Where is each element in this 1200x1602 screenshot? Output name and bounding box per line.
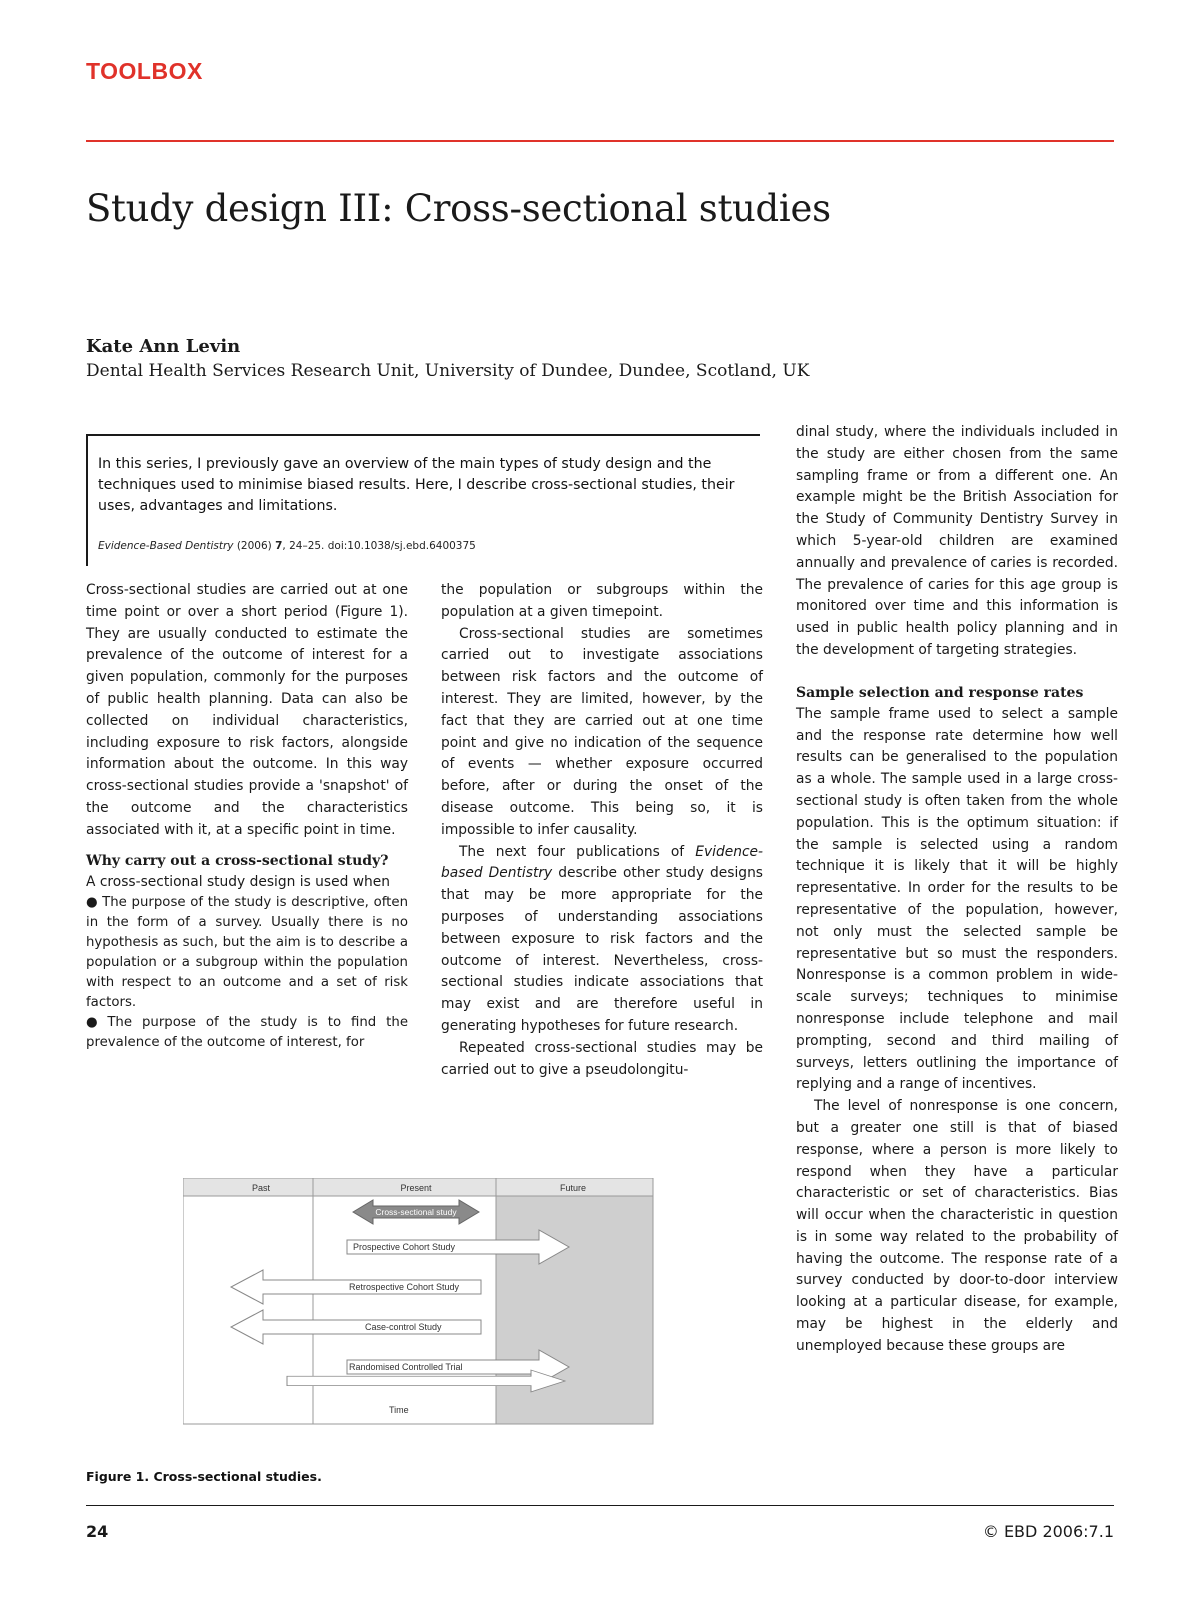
header-rule (86, 140, 1114, 142)
past-label: Past (251, 1183, 271, 1193)
footer-rule (86, 1505, 1114, 1506)
future-label: Future (559, 1183, 587, 1193)
paragraph: The sample frame used to select a sample and the response rate determine how well results can be generalised to the population as a whole. The sample used in a large cross-sectional study is often taken from the whole population. This is the optimum situation: if the sample is selected using a random technique it is likely that it will be highly representative. In order for the results to be representative of the population, however, not only must the selected sample be representative but so must the responders. Nonresponse is a common problem in wide-scale surveys; techniques to minimise nonresponse include telephone and mail prompting, second and third mailing of surveys, letters outlining the importance of replying and a range of incentives. (796, 705, 1118, 1093)
present-label: Present (400, 1183, 432, 1193)
paragraph: The level of nonresponse is one concern, but a greater one still is that of biased response, where a person is more likely to respond when they have a particular characteristic or set of characteristics. Bias will occur when the characteristic in question is in some way related to the probability of having the outcome. The response rate of a survey conducted by door-to-door interview looking at a particular disease, for example, may be highest in the elderly and unemployed because these groups are (796, 1098, 1118, 1354)
paragraph: the population or subgroups within the population at a given timepoint. (441, 582, 763, 620)
column-2 (441, 580, 763, 1081)
citation (98, 540, 476, 552)
section-heading: Why carry out a cross-sectional study? (86, 852, 389, 869)
text-run: describe other study designs that may be more appropriate for the purposes of understanding associations between exposure to risk factors and the outcome of interest. Nevertheless, cross-sectional studies indicate associations that may exist and are therefore useful in generating hypotheses for future research. (441, 865, 763, 1034)
paragraph: Cross-sectional studies are sometimes carried out to investigate associations between risk factors and the outcome of interest. They are limited, however, by the fact that they are carried out at one time point and give no indication of the sequence of events — whether exposure occurred before, after or during the onset of the disease outcome. This being so, it is impossible to infer causality. (441, 625, 763, 838)
retrospective-label: Retrospective Cohort Study (349, 1282, 460, 1292)
paragraph: A cross-sectional study design is used when (86, 873, 390, 890)
rct-label: Randomised Controlled Trial (349, 1362, 463, 1372)
paragraph: Repeated cross-sectional studies may be carried out to give a pseudolongitu- (441, 1039, 763, 1078)
section-label: TOOLBOX (86, 58, 203, 84)
time-label: Time (389, 1405, 409, 1415)
paragraph: Cross-sectional studies are carried out at one time point or over a short period (Figure 1). They are usually conducted to estimate the prevalence of the outcome of interest for a given population, commonly for the purposes of public health planning. Data can also be collected on individual characteristics, including exposure to risk factors, alongside information about the outcome. In this way cross-sectional studies provide a 'snapshot' of the outcome and the characteristics associated with it, at a specific point in time. (86, 582, 408, 838)
study-design-figure (183, 1178, 667, 1466)
citation-journal: Evidence-Based Dentistry (98, 540, 234, 552)
paragraph (441, 842, 763, 1038)
abstract-text: In this series, I previously gave an overview of the main types of study design and the techniques used to minimise biased results. Here, I describe cross-sectional studies, their uses, advantages and limitations. (98, 456, 735, 514)
journal-name: Evidence-based Dentistry (441, 843, 763, 882)
bullet-item: ● The purpose of the study is descriptive, often in the form of a survey. Usually there is no hypothesis as such, but the aim is to describe a population or a subgroup within the population with respect to an outcome and a set of risk factors. (86, 893, 408, 1013)
page-number: 24 (86, 1522, 109, 1541)
bullet-item: ● The purpose of the study is to find the prevalence of the outcome of interest, for (86, 1013, 408, 1053)
journal-ref: © EBD 2006:7.1 (982, 1522, 1114, 1541)
citation-rest: , 24–25. doi:10.1038/sj.ebd.6400375 (282, 540, 476, 552)
prospective-label: Prospective Cohort Study (353, 1242, 456, 1252)
section-heading: Sample selection and response rates (796, 684, 1084, 701)
column-1 (86, 580, 408, 1053)
text-run: The next four publications of (459, 843, 696, 860)
author-name: Kate Ann Levin (86, 336, 241, 357)
citation-year: (2006) (233, 540, 276, 552)
author-affiliation: Dental Health Services Research Unit, University of Dundee, Dundee, Scotland, UK (86, 361, 810, 381)
past-column (183, 1178, 313, 1424)
figure-caption: Figure 1. Cross-sectional studies. (86, 1469, 322, 1484)
case-control-label: Case-control Study (365, 1322, 442, 1332)
cross-sectional-label: Cross-sectional study (375, 1207, 457, 1217)
bullet-list (86, 893, 408, 1053)
article-title: Study design III: Cross-sectional studies (86, 187, 831, 230)
citation-volume: 7 (275, 540, 283, 552)
paragraph: dinal study, where the individuals included in the study are either chosen from the same sampling frame or from a different one. An example might be the British Association for the Study of Community Dentistry Survey in which 5-year-old children are examined annually and prevalence of caries is recorded. The prevalence of caries for this age group is monitored over time and this information is used in public health policy planning and in the development of targeting strategies. (796, 424, 1118, 658)
abstract-box (86, 434, 760, 566)
column-3 (796, 422, 1118, 1358)
future-column (496, 1178, 653, 1424)
